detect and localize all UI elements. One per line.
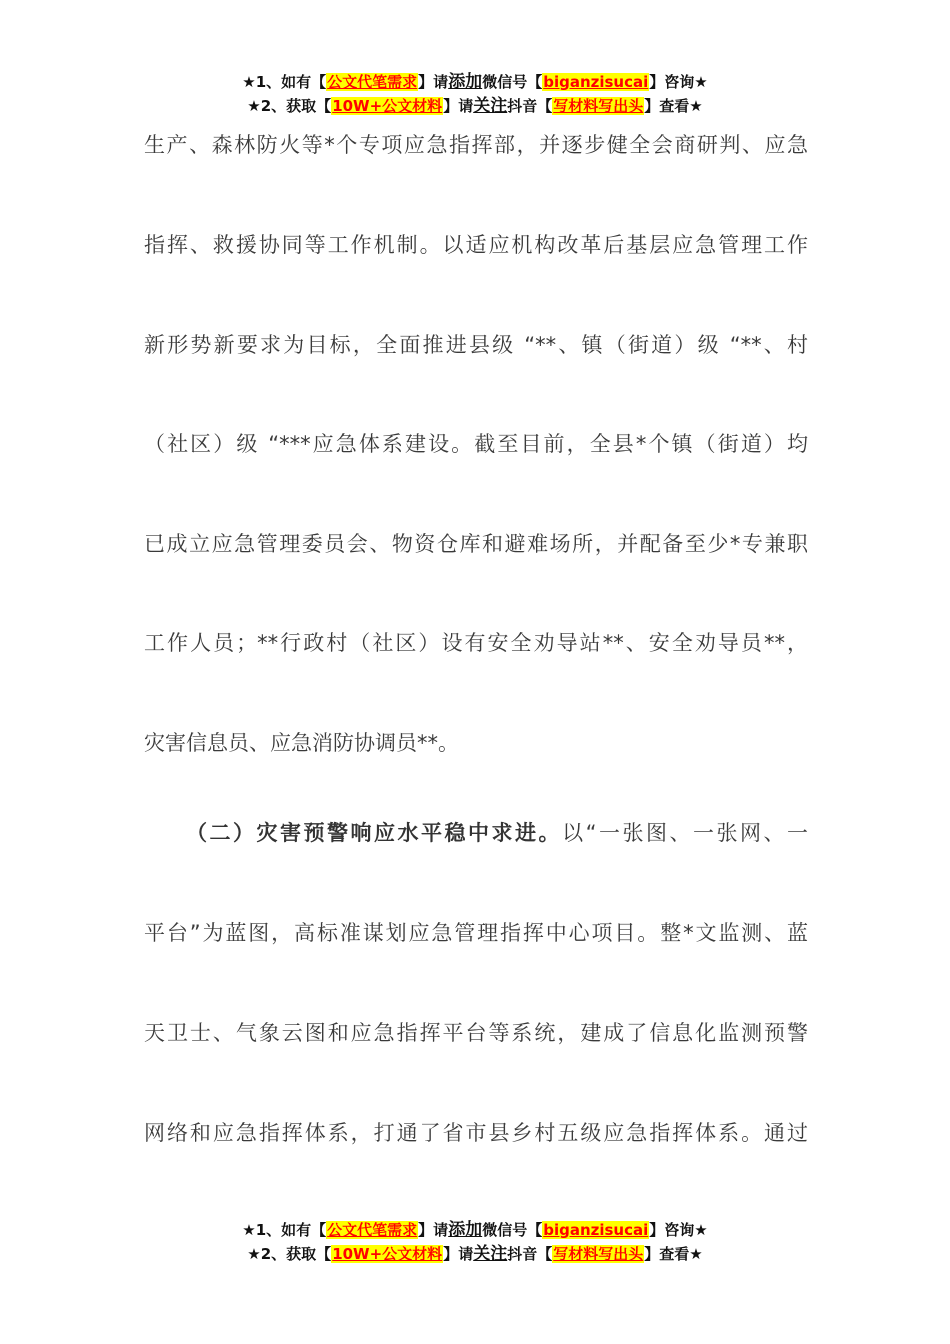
banner-line-2 (0, 1242, 950, 1266)
banner-text: 抖音【 (507, 97, 553, 115)
banner-text: ★1、如有【 (242, 1221, 327, 1239)
banner-text: 微信号【 (482, 1221, 543, 1239)
banner-text: 】请 (418, 73, 449, 91)
highlight-service: 公文代笔需求 (327, 73, 418, 91)
highlight-douyin-account: 写材料写出头 (553, 1245, 644, 1263)
highlight-wechat-id: biganzisucai (543, 1221, 649, 1239)
section-heading: （二）灾害预警响应水平稳中求进。 (186, 821, 563, 845)
paragraph-line: 工作人员；**行政村（社区）设有安全劝导站**、安全劝导员**， (144, 631, 808, 655)
paragraph-line: 灾害信息员、应急消防协调员**。 (144, 731, 459, 755)
paragraph-line: 生产、森林防火等*个专项应急指挥部，并逐步健全会商研判、应急 (144, 133, 808, 157)
banner-line-2 (0, 94, 950, 118)
banner-text: 微信号【 (482, 73, 543, 91)
paragraph-line: 网络和应急指挥体系，打通了省市县乡村五级应急指挥体系。通过 (144, 1121, 808, 1145)
paragraph-line: 新形势新要求为目标，全面推进县级 “**、镇（街道）级 “**、村 (144, 333, 808, 357)
banner-text: 】请 (443, 97, 474, 115)
banner-text: 】咨询★ (649, 1221, 708, 1239)
highlight-materials: 10W+公文材料 (332, 97, 443, 115)
emphasis-follow: 关注 (473, 1244, 508, 1264)
paragraph-line: 平台”为蓝图，高标准谋划应急管理指挥中心项目。整*文监测、蓝 (144, 921, 808, 945)
banner-text: 】咨询★ (649, 73, 708, 91)
banner-line-1 (0, 1218, 950, 1242)
banner-text: ★2、获取【 (247, 1245, 332, 1263)
banner-text: ★1、如有【 (242, 73, 327, 91)
section-2-first-line (186, 818, 808, 848)
banner-text: ★2、获取【 (247, 97, 332, 115)
section-text: 以“一张图、一张网、一 (562, 821, 808, 845)
emphasis-add: 添加 (448, 72, 483, 92)
highlight-materials: 10W+公文材料 (332, 1245, 443, 1263)
banner-text: 】请 (443, 1245, 474, 1263)
paragraph-line: （社区）级 “***应急体系建设。截至目前，全县*个镇（街道）均 (144, 432, 808, 456)
footer-banner (0, 1218, 950, 1266)
banner-text: 】请 (418, 1221, 449, 1239)
header-banner (0, 70, 950, 118)
highlight-service: 公文代笔需求 (327, 1221, 418, 1239)
banner-text: 】查看★ (644, 97, 703, 115)
emphasis-add: 添加 (448, 1220, 483, 1240)
paragraph-line: 天卫士、气象云图和应急指挥平台等系统，建成了信息化监测预警 (144, 1021, 808, 1045)
paragraph-line: 指挥、救援协同等工作机制。以适应机构改革后基层应急管理工作 (144, 233, 808, 257)
highlight-douyin-account: 写材料写出头 (553, 97, 644, 115)
banner-text: 抖音【 (507, 1245, 553, 1263)
highlight-wechat-id: biganzisucai (543, 73, 649, 91)
emphasis-follow: 关注 (473, 96, 508, 116)
banner-text: 】查看★ (644, 1245, 703, 1263)
banner-line-1 (0, 70, 950, 94)
paragraph-line: 已成立应急管理委员会、物资仓库和避难场所，并配备至少*专兼职 (144, 532, 808, 556)
